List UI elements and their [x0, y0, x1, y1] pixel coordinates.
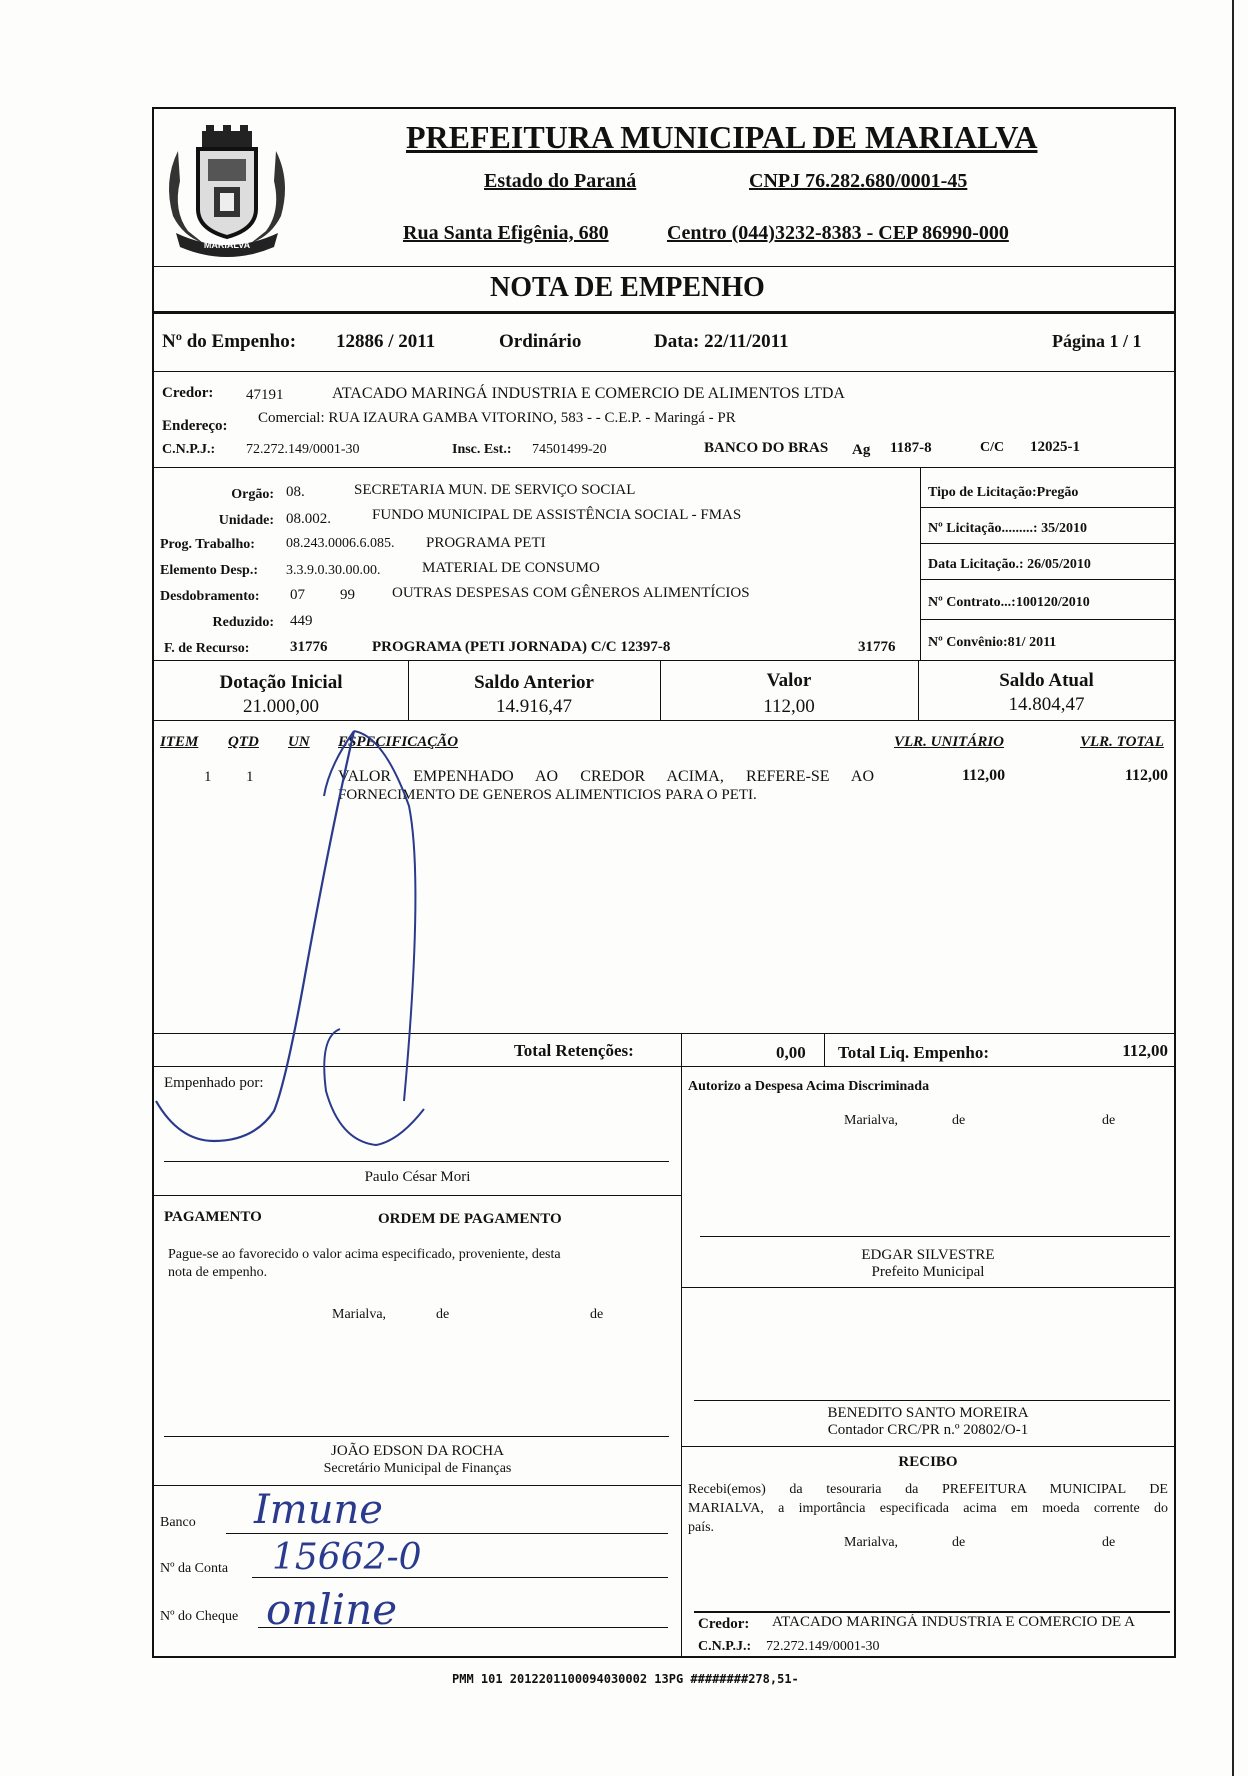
item-spec-line-2: FORNECIMENTO DE GENEROS ALIMENTICIOS PARA O PETI.: [338, 787, 757, 803]
header-title: PREFEITURA MUNICIPAL DE MARIALVA: [406, 119, 1038, 155]
empenhado-por-label: Empenhado por:: [164, 1075, 264, 1091]
pagamento-de-1: de: [436, 1307, 450, 1322]
nota-de-empenho-form: [152, 107, 1176, 1658]
secretario-name: JOÃO EDSON DA ROCHA: [331, 1443, 504, 1459]
item-number: 1: [204, 769, 212, 785]
col-qtd: QTD: [228, 734, 259, 750]
recibo-text-1: Recebi(emos) da tesouraria da PREFEITURA MUNICIPAL DE: [688, 1482, 1168, 1497]
cc-value: 12025-1: [1030, 439, 1080, 455]
numero-licitacao: Nº Licitação.........: 35/2010: [928, 521, 1087, 536]
col-item: ITEM: [160, 734, 199, 750]
secretario-role: Secretário Municipal de Finanças: [323, 1461, 512, 1476]
empenho-type: Ordinário: [499, 331, 582, 352]
recibo-text-3: país.: [688, 1520, 715, 1535]
numero-convenio: Nº Convênio:81/ 2011: [928, 635, 1057, 650]
desdobramento-b: 99: [340, 587, 355, 603]
orgao-name: SECRETARIA MUN. DE SERVIÇO SOCIAL: [354, 482, 636, 498]
header-address-street: Rua Santa Efigênia, 680: [403, 222, 609, 244]
page-edge: [1232, 0, 1234, 1776]
credor-code: 47191: [246, 387, 284, 403]
total-retencoes-value: 0,00: [776, 1043, 806, 1062]
valor-label: Valor: [766, 670, 812, 691]
unidade-code: 08.002.: [286, 511, 331, 527]
orgao-label: Orgão:: [231, 487, 274, 502]
recurso-code-2: 31776: [858, 639, 896, 655]
item-spec-line-1: VALOR EMPENHADO AO CREDOR ACIMA, REFERE-SE AO: [338, 768, 874, 785]
saldo-anterior-label: Saldo Anterior: [474, 672, 594, 693]
desdobramento-label: Desdobramento:: [160, 589, 260, 604]
conta-handwritten: 15662-0: [272, 1537, 422, 1578]
saldo-atual-label: Saldo Atual: [999, 670, 1094, 691]
agencia-label: Ag: [852, 442, 871, 458]
empenho-number-label: Nº do Empenho:: [162, 331, 297, 352]
dotacao-label: Dotação Inicial: [219, 672, 343, 693]
endereco-value: Comercial: RUA IZAURA GAMBA VITORINO, 583 - - C.E.P. - Maringá - PR: [258, 410, 736, 426]
credor-cnpj: 72.272.149/0001-30: [246, 442, 360, 457]
credor-name: ATACADO MARINGÁ INDUSTRIA E COMERCIO DE ALIMENTOS LTDA: [332, 385, 845, 402]
autorizo-de-1: de: [952, 1113, 966, 1128]
reduzido-label: Reduzido:: [212, 615, 274, 630]
pagamento-text-2: nota de empenho.: [168, 1265, 268, 1280]
empenhado-por-name: Paulo César Mori: [364, 1169, 471, 1185]
col-especificacao: ESPECIFICAÇÃO: [338, 734, 459, 750]
prog-name: PROGRAMA PETI: [426, 535, 546, 551]
ordem-pagamento-label: ORDEM DE PAGAMENTO: [378, 1211, 562, 1227]
saldo-atual-value: 14.804,47: [1008, 694, 1085, 715]
col-vlr-total: VLR. TOTAL: [1080, 734, 1164, 750]
contador-role: Contador CRC/PR n.º 20802/O-1: [827, 1422, 1029, 1438]
total-retencoes-label: Total Retenções:: [514, 1041, 634, 1060]
insc-value: 74501499-20: [532, 442, 607, 457]
recibo-de-2: de: [1102, 1535, 1116, 1550]
recurso-name: PROGRAMA (PETI JORNADA) C/C 12397-8: [372, 639, 671, 655]
recibo-credor-label: Credor:: [698, 1616, 750, 1632]
reduzido-value: 449: [290, 613, 313, 629]
elemento-code: 3.3.9.0.30.00.00.: [286, 563, 381, 578]
pagamento-de-2: de: [590, 1307, 604, 1322]
handwritten-signature: [154, 721, 714, 1281]
agencia-value: 1187-8: [890, 440, 932, 456]
footer-code: PMM 101 2012201100094030002 13PG ########278,51-: [452, 1672, 799, 1686]
header-cnpj: CNPJ 76.282.680/0001-45: [749, 170, 968, 192]
banco-label: Banco: [160, 1515, 196, 1530]
elemento-label: Elemento Desp.:: [160, 563, 258, 578]
autorizo-label: Autorizo a Despesa Acima Discriminada: [688, 1079, 930, 1094]
recibo-text-2: MARIALVA, a importância especificada acima em moeda corrente do: [688, 1501, 1168, 1516]
saldo-anterior-value: 14.916,47: [496, 696, 572, 717]
prefeito-role: Prefeito Municipal: [871, 1264, 985, 1280]
prog-label: Prog. Trabalho:: [160, 537, 255, 552]
recibo-credor-value: ATACADO MARINGÁ INDUSTRIA E COMERCIO DE A: [772, 1614, 1135, 1630]
prefeito-name: EDGAR SILVESTRE: [861, 1247, 995, 1263]
total-liquido-value: 112,00: [1122, 1041, 1168, 1060]
cc-label: C/C: [980, 440, 1005, 455]
page-number: Página 1 / 1: [1052, 331, 1142, 351]
header-address-rest: Centro (044)3232-8383 - CEP 86990-000: [667, 222, 1009, 244]
recurso-label: F. de Recurso:: [164, 641, 250, 656]
recibo-cnpj-value: 72.272.149/0001-30: [766, 1639, 880, 1654]
orgao-code: 08.: [286, 484, 305, 500]
pagamento-text-1: Pague-se ao favorecido o valor acima especificado, proveniente, desta: [168, 1247, 561, 1262]
pagamento-city: Marialva,: [332, 1307, 387, 1322]
cheque-label: Nº do Cheque: [160, 1609, 239, 1624]
item-qtd: 1: [246, 769, 254, 785]
contador-name: BENEDITO SANTO MOREIRA: [827, 1405, 1029, 1421]
credor-cnpj-label: C.N.P.J.:: [162, 442, 216, 457]
banco-handwritten: Imune: [254, 1487, 383, 1533]
empenho-date: Data: 22/11/2011: [654, 331, 789, 352]
pagamento-label: PAGAMENTO: [164, 1209, 262, 1225]
recibo-cnpj-label: C.N.P.J.:: [698, 1639, 752, 1654]
desdobramento-a: 07: [290, 587, 305, 603]
autorizo-city: Marialva,: [844, 1113, 899, 1128]
numero-contrato: Nº Contrato...:100120/2010: [928, 595, 1090, 610]
item-total-value: 112,00: [1124, 767, 1168, 784]
recibo-de-1: de: [952, 1535, 966, 1550]
data-licitacao: Data Licitação.: 26/05/2010: [928, 557, 1091, 572]
col-un: UN: [288, 734, 310, 750]
document-title: NOTA DE EMPENHO: [490, 272, 765, 303]
autorizo-de-2: de: [1102, 1113, 1116, 1128]
elemento-name: MATERIAL DE CONSUMO: [422, 560, 600, 576]
item-unit-value: 112,00: [962, 767, 1006, 784]
recurso-code: 31776: [290, 639, 328, 655]
coat-of-arms-icon: [158, 121, 296, 261]
cheque-handwritten: online: [266, 1585, 398, 1634]
endereco-label: Endereço:: [162, 418, 228, 434]
dotacao-value: 21.000,00: [243, 696, 319, 717]
empenho-number: 12886 / 2011: [336, 331, 436, 352]
col-vlr-unitario: VLR. UNITÁRIO: [894, 734, 1005, 750]
desdobramento-name: OUTRAS DESPESAS COM GÊNEROS ALIMENTÍCIOS: [392, 585, 750, 601]
total-liquido-label: Total Liq. Empenho:: [838, 1043, 989, 1062]
prog-code: 08.243.0006.6.085.: [286, 536, 395, 551]
credor-label: Credor:: [162, 385, 214, 401]
banco-name: BANCO DO BRAS: [704, 440, 829, 456]
unidade-label: Unidade:: [218, 513, 274, 528]
header-state: Estado do Paraná: [484, 170, 637, 192]
insc-label: Insc. Est.:: [452, 442, 512, 457]
recibo-title: RECIBO: [898, 1454, 958, 1470]
conta-label: Nº da Conta: [160, 1561, 229, 1576]
recibo-city: Marialva,: [844, 1535, 899, 1550]
valor-value: 112,00: [763, 696, 815, 717]
unidade-name: FUNDO MUNICIPAL DE ASSISTÊNCIA SOCIAL - FMAS: [372, 507, 742, 523]
tipo-licitacao: Tipo de Licitação:Pregão: [928, 485, 1079, 500]
svg-text:MARIALVA: MARIALVA: [203, 240, 251, 250]
